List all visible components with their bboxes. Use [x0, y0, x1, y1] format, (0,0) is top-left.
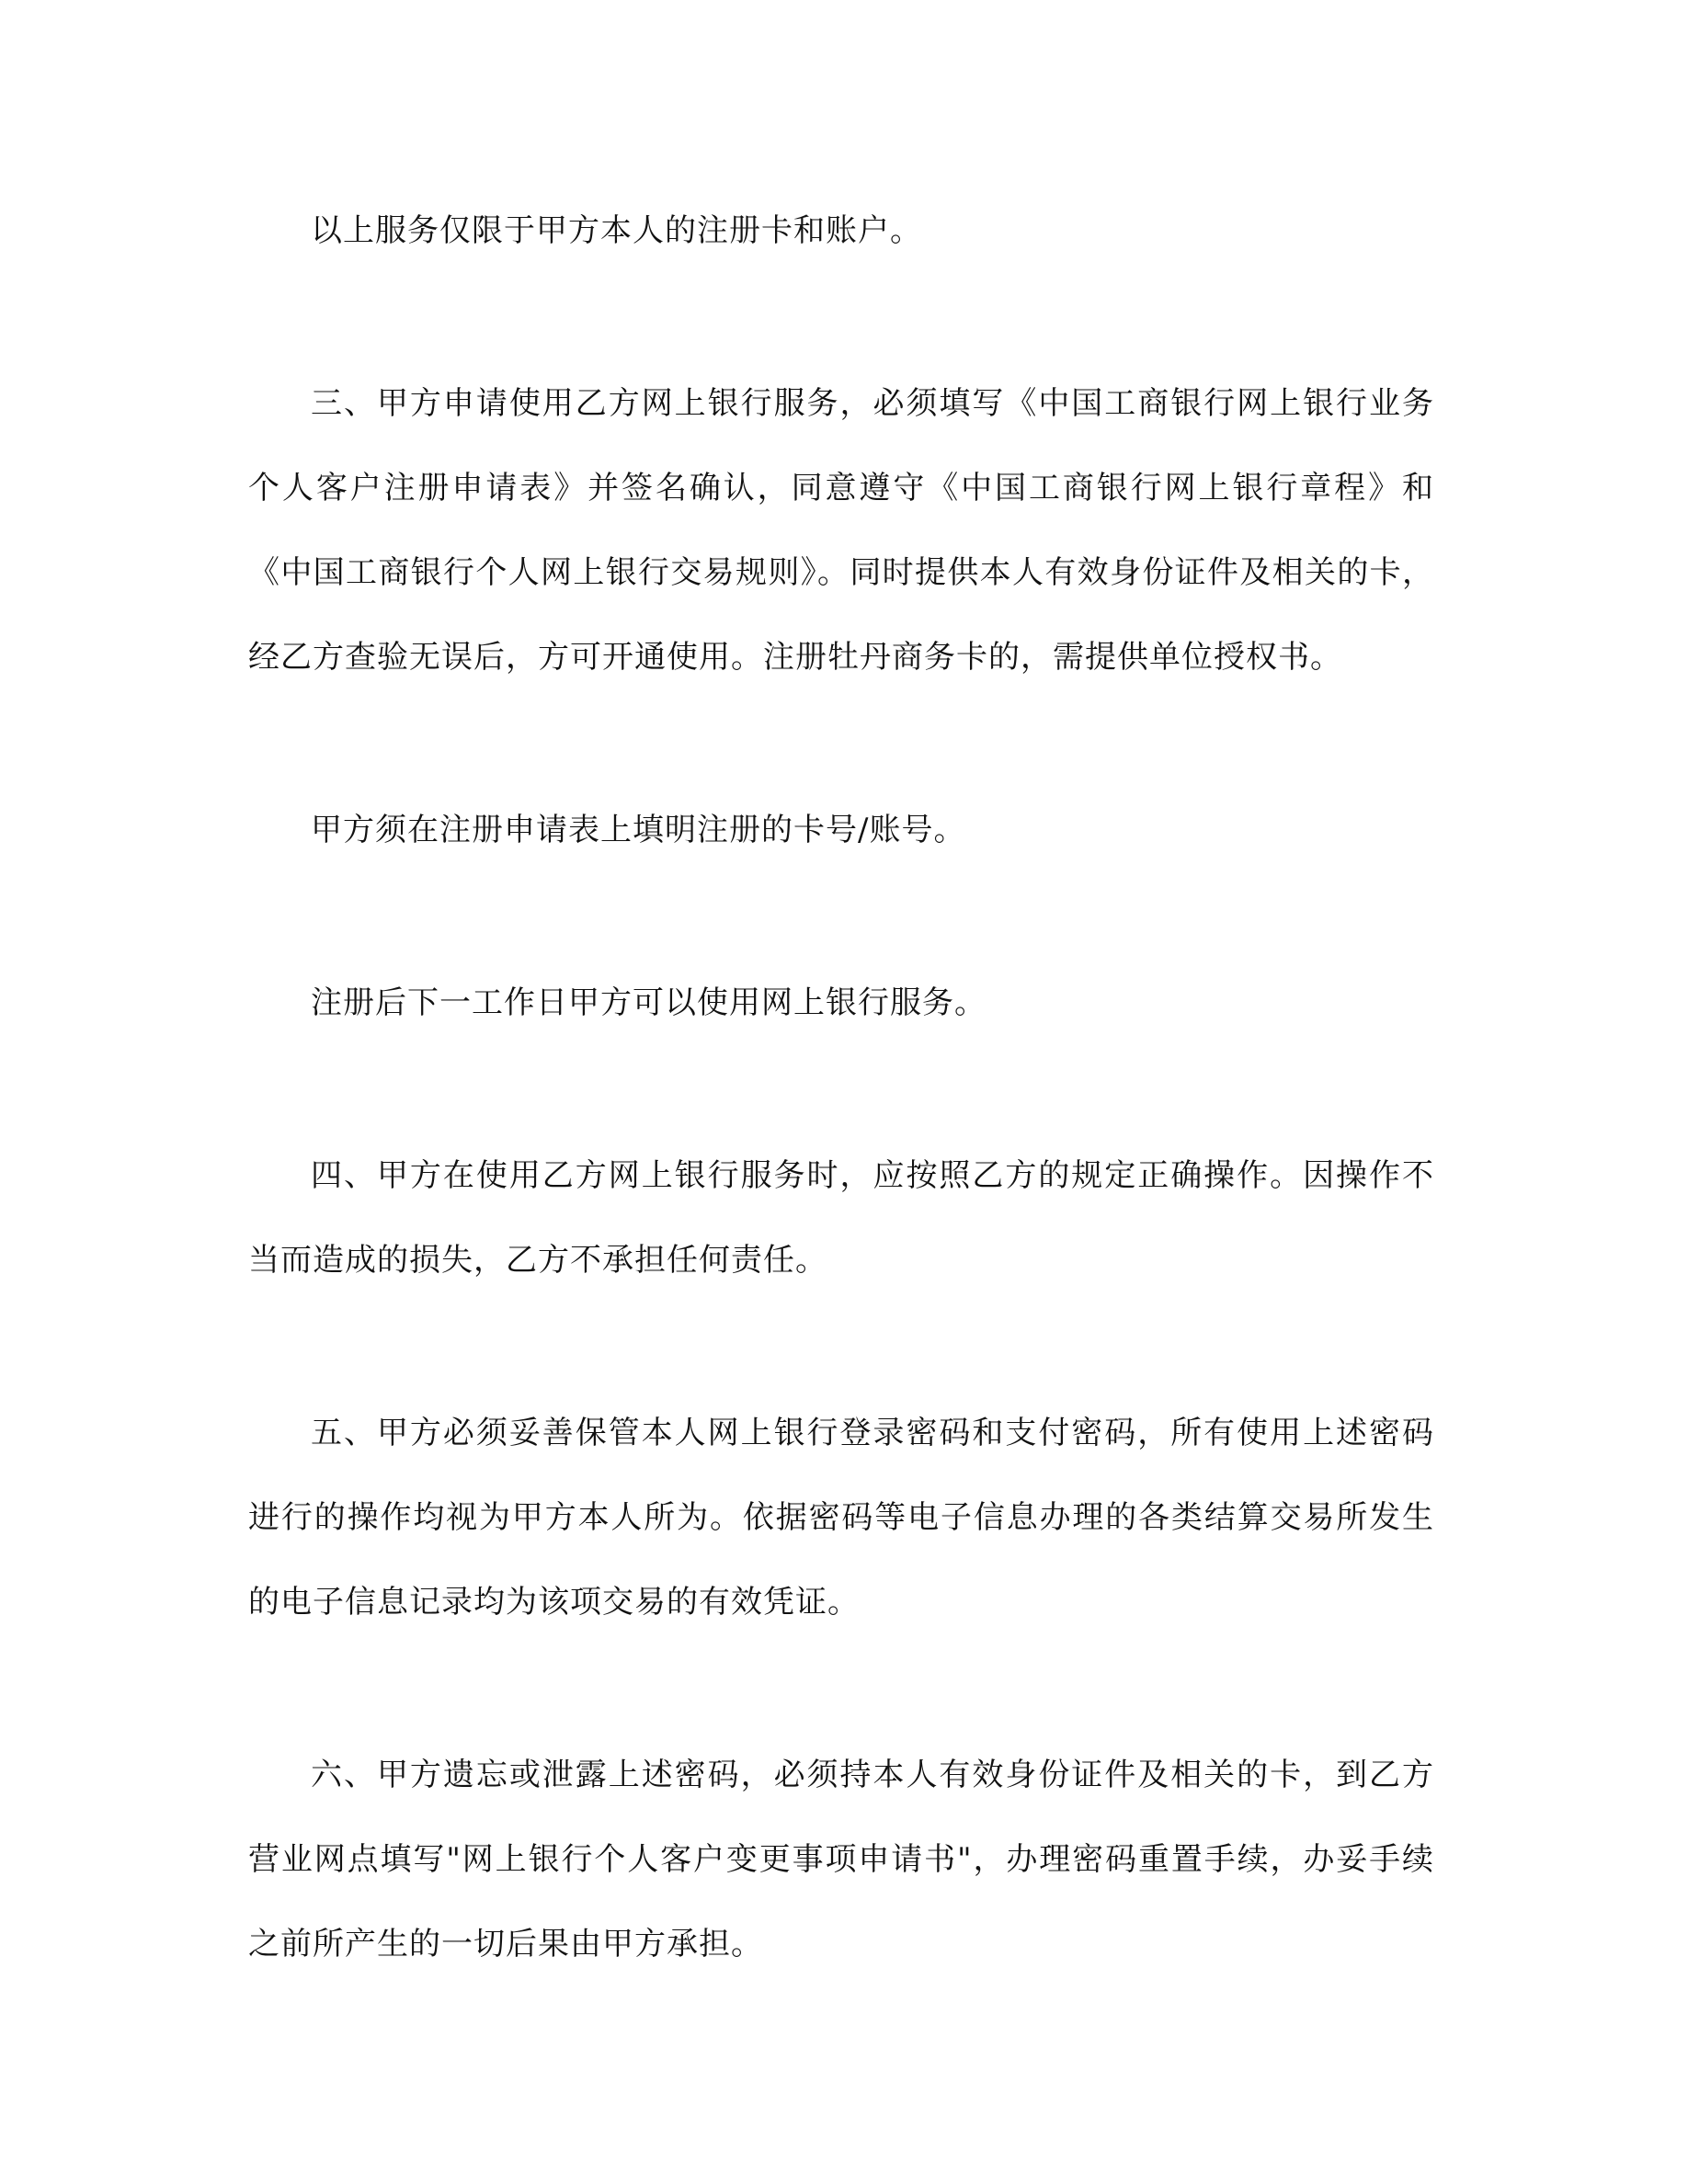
- paragraph-next-workday: 注册后下一工作日甲方可以使用网上银行服务。: [311, 984, 987, 1021]
- paragraph-service-scope: 以上服务仅限于甲方本人的注册卡和账户。: [311, 212, 922, 249]
- paragraph-clause-6: 六、甲方遗忘或泄露上述密码，必须持本人有效身份证件及相关的卡，到乙方营业网点填写"网上银行个人客户变更事项申请书"，办理密码重置手续，办妥手续之前所产生的一切后果由甲方承担。: [248, 1757, 1434, 1962]
- paragraph-clause-4: 四、甲方在使用乙方网上银行服务时，应按照乙方的规定正确操作。因操作不当而造成的损失，乙方不承担任何责任。: [248, 1157, 1434, 1279]
- document-body: [248, 188, 1434, 1986]
- paragraph-clause-3: 三、甲方申请使用乙方网上银行服务，必须填写《中国工商银行网上银行业务个人客户注册申请表》并签名确认，同意遵守《中国工商银行网上银行章程》和《中国工商银行个人网上银行交易规则》。同时提供本人有效身份证件及相关的卡，经乙方查验无误后，方可开通使用。注册牡丹商务卡的，需提供单位授权书。: [248, 385, 1434, 676]
- paragraph-card-number: 甲方须在注册申请表上填明注册的卡号/账号。: [311, 812, 966, 848]
- paragraph-clause-5: 五、甲方必须妥善保管本人网上银行登录密码和支付密码，所有使用上述密码进行的操作均视为甲方本人所为。依据密码等电子信息办理的各类结算交易所发生的电子信息记录均为该项交易的有效凭证。: [248, 1415, 1434, 1621]
